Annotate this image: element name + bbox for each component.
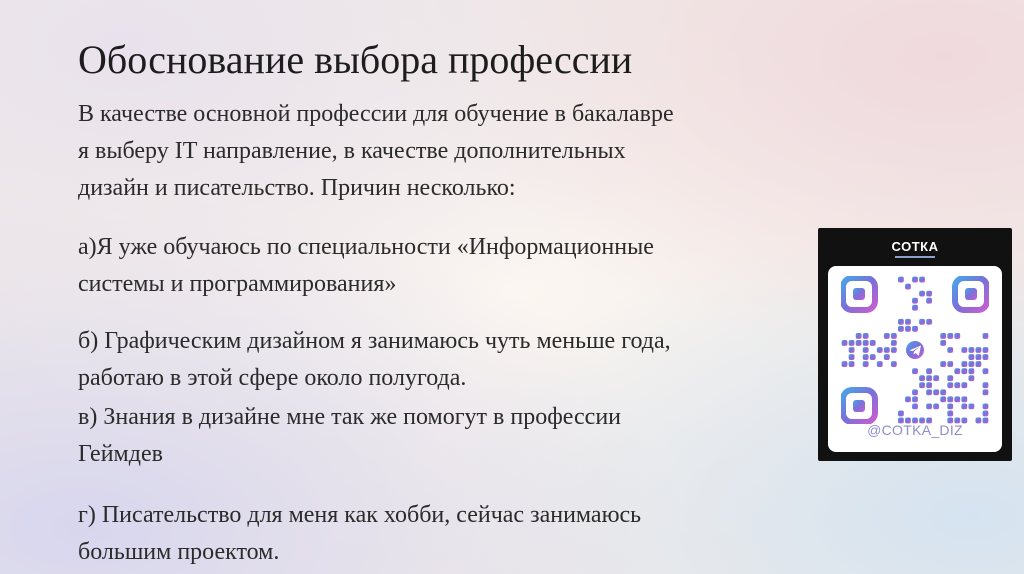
qr-code [841,276,989,424]
qr-module [884,347,890,353]
qr-module [863,333,869,339]
qr-module [898,326,904,332]
qr-module [926,298,932,304]
qr-module [983,411,989,417]
intro-line: я выберу IT направление, в качестве дополнительных [78,138,626,164]
qr-module [983,354,989,360]
qr-module [976,354,982,360]
qr-module [983,368,989,374]
qr-module [947,347,953,353]
qr-module [983,382,989,388]
qr-module [905,326,911,332]
qr-module [926,319,932,325]
qr-module [968,403,974,409]
finder-pattern-top-left [843,278,875,310]
qr-module [912,396,918,402]
qr-module [919,382,925,388]
qr-module [961,361,967,367]
qr-module [898,319,904,325]
qr-module [912,368,918,374]
qr-module [849,361,855,367]
qr-module [933,375,939,381]
reason-a-line: а)Я уже обучаюсь по специальности «Информационные [78,234,654,260]
qr-module [947,361,953,367]
qr-module [961,368,967,374]
qr-module [947,396,953,402]
qr-module [912,389,918,395]
qr-module [905,319,911,325]
reason-c [78,399,621,473]
reason-d [78,497,641,571]
qr-module [933,389,939,395]
qr-module [905,284,911,290]
qr-module [891,333,897,339]
qr-module [926,368,932,374]
qr-module [919,375,925,381]
qr-module [905,396,911,402]
qr-module [961,396,967,402]
qr-module [863,347,869,353]
qr-module [983,389,989,395]
brand-logo-underline [895,256,935,258]
qr-module [954,368,960,374]
qr-module [947,403,953,409]
qr-module [884,333,890,339]
reason-c-line: Геймдев [78,441,163,467]
qr-module [983,333,989,339]
qr-module [856,333,862,339]
qr-module [919,319,925,325]
qr-module [983,347,989,353]
intro-paragraph [78,96,674,207]
qr-module [968,347,974,353]
qr-module [947,375,953,381]
qr-module [968,375,974,381]
qr-module [870,354,876,360]
qr-module [863,361,869,367]
qr-module [940,396,946,402]
qr-module [898,411,904,417]
qr-module [926,382,932,388]
reason-b [78,323,671,397]
qr-module [940,333,946,339]
qr-module [898,277,904,283]
reason-a [78,229,654,303]
qr-module [884,354,890,360]
qr-module [912,403,918,409]
qr-module [912,277,918,283]
qr-card[interactable] [818,228,1012,461]
reason-c-line: в) Знания в дизайне мне так же помогут в профессии [78,404,621,430]
qr-module [926,375,932,381]
reason-b-line: б) Графическим дизайном я занимаюсь чуть меньше года, [78,328,671,354]
brand-logo [818,238,1012,260]
qr-handle-label: @COTKA_DIZ [867,422,963,438]
qr-module [842,361,848,367]
qr-module [891,340,897,346]
slide-title: Обоснование выбора профессии [78,37,633,82]
qr-module [912,305,918,311]
qr-module [849,354,855,360]
qr-module [842,340,848,346]
finder-pattern-top-right [955,278,987,310]
telegram-icon [904,339,926,361]
qr-module [926,291,932,297]
reason-a-line: системы и программирования» [78,271,397,297]
qr-module [954,382,960,388]
reason-b-line: работаю в этой сфере около полугода. [78,365,467,391]
qr-module [940,389,946,395]
qr-module [870,340,876,346]
qr-module [968,368,974,374]
qr-module [877,361,883,367]
qr-module [919,277,925,283]
qr-code-panel [828,266,1002,452]
qr-module [912,326,918,332]
qr-module [954,396,960,402]
qr-module [912,298,918,304]
qr-module [863,354,869,360]
qr-module [947,382,953,388]
qr-module [891,361,897,367]
qr-module [849,347,855,353]
qr-module [877,347,883,353]
qr-module [940,340,946,346]
finder-pattern-bottom-left [843,390,875,422]
qr-module [926,389,932,395]
qr-module [891,347,897,353]
qr-module [961,403,967,409]
qr-module [968,354,974,360]
qr-module [961,347,967,353]
qr-module [983,403,989,409]
qr-module [933,403,939,409]
reason-d-line: большим проектом. [78,539,280,565]
qr-module [863,340,869,346]
qr-module [976,347,982,353]
intro-line: дизайн и писательство. Причин несколько: [78,175,516,201]
brand-logo-text: СОТКА [891,239,939,254]
qr-module [919,291,925,297]
reason-d-line: г) Писательство для меня как хобби, сейчас занимаюсь [78,502,642,528]
qr-module [849,340,855,346]
qr-module [856,340,862,346]
qr-module [947,333,953,339]
qr-module [961,382,967,388]
qr-module [968,361,974,367]
qr-module [976,361,982,367]
qr-module [926,403,932,409]
intro-line: В качестве основной профессии для обучение в бакалавре [78,101,674,127]
qr-module [947,411,953,417]
qr-module [940,361,946,367]
qr-module [954,333,960,339]
